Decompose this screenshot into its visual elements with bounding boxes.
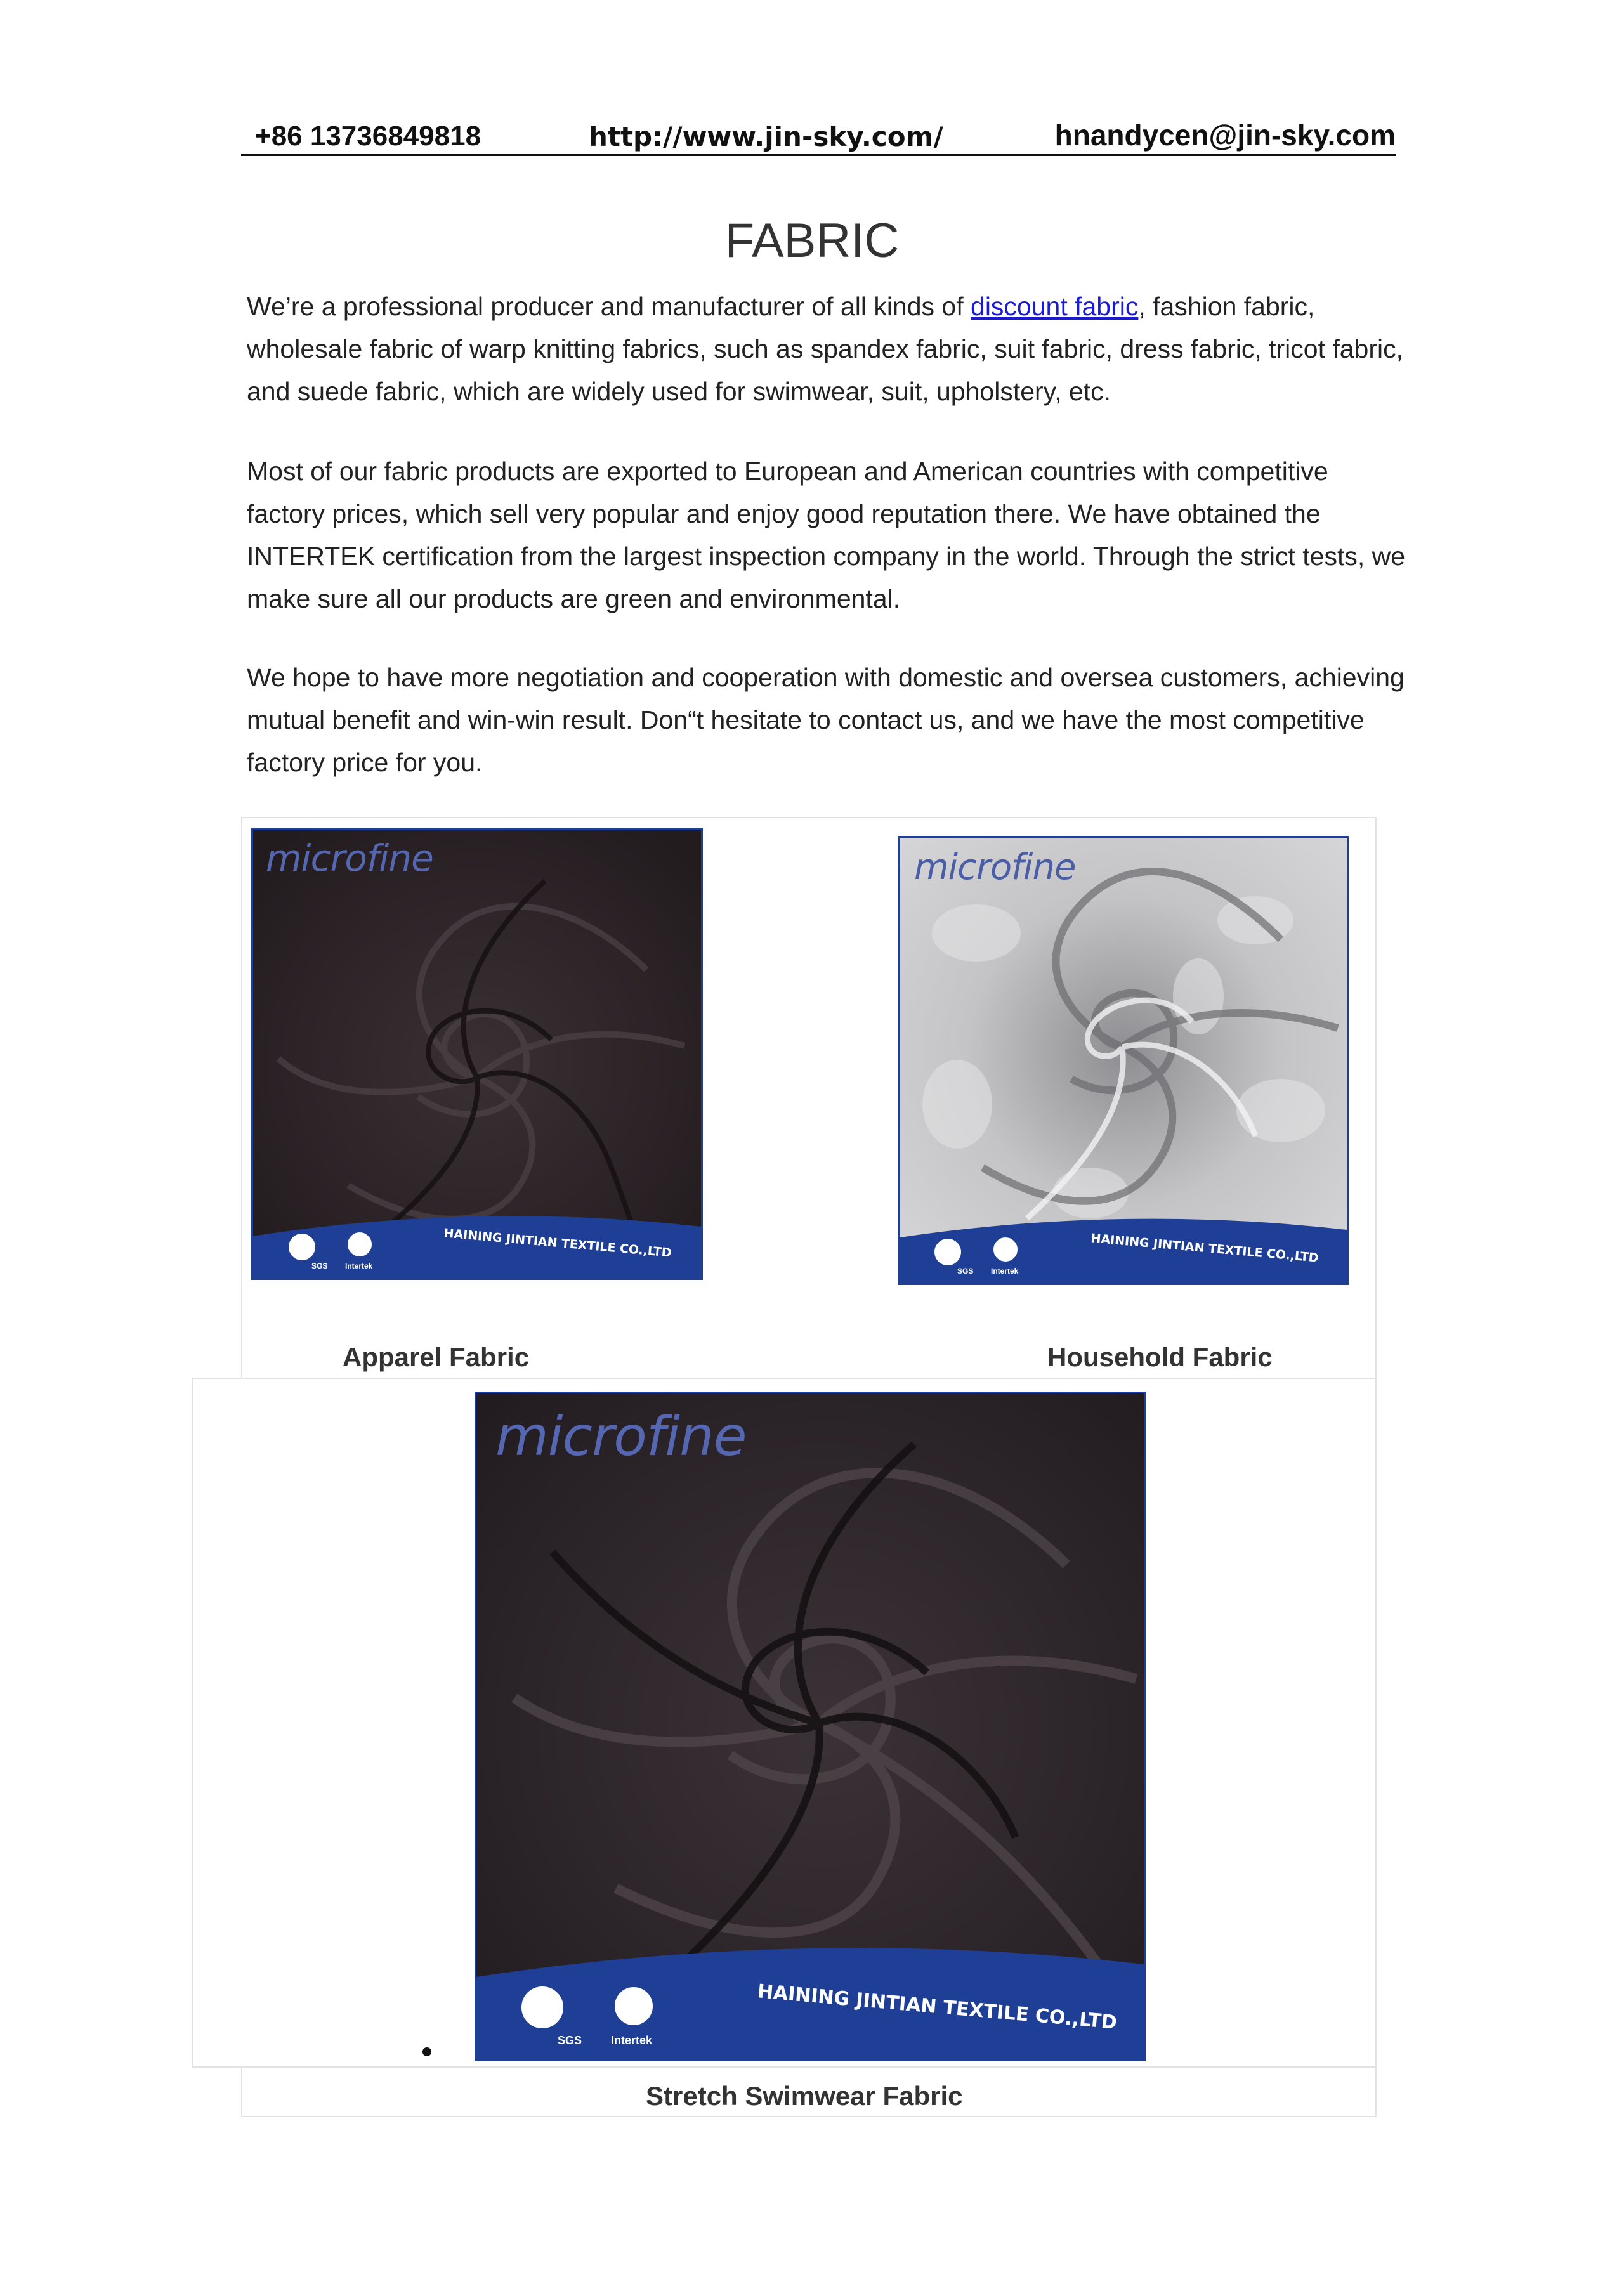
company-name: HAINING JINTIAN TEXTILE CO.,LTD [756,1980,1118,2034]
header-email[interactable]: hnandycen@jin-sky.com [1054,119,1396,152]
cert-label-sgs: SGS [957,1267,974,1275]
fabric-swirl-graphic [253,830,701,1278]
intertek-cert-icon [611,1983,657,2029]
header-website[interactable]: http://www.jin-sky.com/ [589,121,943,152]
fabric-swirl-graphic [476,1393,1144,2059]
intro-paragraph-1 [247,285,1408,413]
discount-fabric-link[interactable]: discount fabric [971,292,1139,321]
company-name: HAINING JINTIAN TEXTILE CO.,LTD [443,1226,672,1260]
caption-household-fabric: Household Fabric [1047,1342,1273,1372]
intro-text: , fashion fabric, wholesale fabric of warp knitting fabrics, such as spandex fabric, suit fabric, dress fabric, tricot fabric, and suede fabric, which are widely used for swimwear, suit, upholstery, etc. [247,292,1403,406]
cert-label-intertek: Intertek [611,2034,653,2047]
stretch-swimwear-fabric-image [475,1392,1146,2061]
apparel-fabric-image [251,828,703,1280]
sgs-cert-icon [931,1235,965,1269]
cert-label-intertek: Intertek [991,1267,1019,1275]
cert-label-sgs: SGS [311,1262,328,1270]
header-phone: +86 13736849818 [255,121,481,152]
cert-label-intertek: Intertek [345,1262,373,1270]
microfine-logo: microfine [495,1405,747,1468]
microfine-logo: microfine [266,837,433,880]
fabric-swirl-graphic [900,838,1347,1283]
caption-apparel-fabric: Apparel Fabric [343,1342,530,1372]
intro-paragraph-2: Most of our fabric products are exported to European and American countries with competitive factory prices, which sell very popular and enjoy good reputation there. We have obtained the INTERTEK certification from the largest inspection company in the world. Through the strict tests, we make sure all our products are green and environmental. [247,457,1406,613]
sgs-cert-icon [516,1981,569,2034]
intertek-cert-icon [345,1230,374,1259]
microfine-logo: microfine [914,847,1076,888]
intertek-cert-icon [991,1235,1020,1264]
page-header [241,115,1396,156]
page-title: FABRIC [724,214,900,268]
household-fabric-image [898,836,1349,1285]
intro-paragraph-3: We hope to have more negotiation and cooperation with domestic and oversea customers, achieving mutual benefit and win-win result. Don“t hesitate to contact us, and we have the most competitive factory price for you. [247,663,1405,777]
header-divider [241,154,1396,156]
intro-text: We’re a professional producer and manufacturer of all kinds of [247,292,971,321]
bullet-marker [422,2047,431,2056]
sgs-cert-icon [285,1230,319,1264]
company-name: HAINING JINTIAN TEXTILE CO.,LTD [1090,1231,1320,1265]
cert-label-sgs: SGS [558,2034,582,2047]
caption-stretch-swimwear-fabric: Stretch Swimwear Fabric [646,2081,963,2111]
